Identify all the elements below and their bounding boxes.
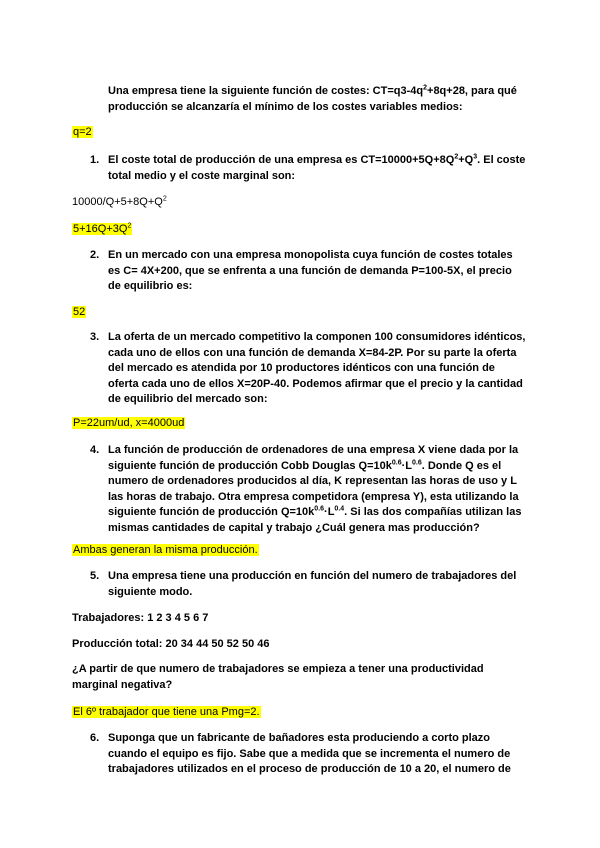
answer-1-line-1 xyxy=(72,195,167,209)
highlighted-answer: P=22um/ud, x=4000ud xyxy=(73,417,185,429)
highlighted-answer xyxy=(72,223,132,235)
workers-row: Trabajadores: 1 2 3 4 5 6 7 xyxy=(72,612,209,624)
question-text: . Si las dos compañías utilizan las mismas cantidades de capital y trabajo ¿Cuál genera mas producción? xyxy=(108,506,522,534)
question-number: 3. xyxy=(90,331,100,343)
question-3: La oferta de un mercado competitivo la componen 100 consumidores idénticos, cada uno de ellos con una función de demanda X=84-2P. Por su parte la oferta del mercado es atendida por 10 productores idénticos con una función de oferta cada uno de ellos X=20P-40. Podemos afirmar que el precio y la cantidad de equilibrio del mercado son: xyxy=(108,331,526,405)
superscript: 2 xyxy=(423,84,428,92)
question-number: 1. xyxy=(90,154,100,166)
production-row: Producción total: 20 34 44 50 52 50 46 xyxy=(72,638,270,650)
question-text: . Donde Q es el numero de ordenadores producidos al día, K representan las horas de uso y L las horas de trabajo. Otra empresa competidora (empresa Y), esta utilizando la siguiente función de producción Q=10k xyxy=(108,459,519,518)
superscript: 2 xyxy=(127,222,132,230)
question-text: +Q xyxy=(458,154,474,166)
answer-3 xyxy=(72,416,185,430)
highlighted-answer: 52 xyxy=(73,306,86,318)
answer-2 xyxy=(72,305,86,319)
answer-5 xyxy=(72,705,261,719)
question-text: Una empresa tiene la siguiente función de costes: CT=q3-4q xyxy=(108,85,424,97)
question-number: 4. xyxy=(90,444,100,456)
question-number: 6. xyxy=(90,732,100,744)
answer-1-line-2 xyxy=(72,222,132,236)
question-number: 2. xyxy=(90,249,100,261)
question-1 xyxy=(108,153,526,184)
answer-4 xyxy=(72,543,259,557)
question-text: . El coste total medio y el coste marginal son: xyxy=(108,154,526,182)
question-text: El coste total de producción de una empresa es CT=10000+5Q+8Q xyxy=(108,154,455,166)
superscript: 0.4 xyxy=(334,505,345,513)
question-text: La función de producción de ordenadores de una empresa X viene dada por la siguiente función de producción Cobb Douglas Q=10k xyxy=(108,444,519,472)
superscript: 3 xyxy=(473,153,478,161)
superscript: 2 xyxy=(162,195,167,203)
highlighted-answer: Ambas generan la misma producción. xyxy=(73,544,258,556)
question-4 xyxy=(108,443,526,536)
question-text: +8q+28, para qué producción se alcanzaría el mínimo de los costes variables medios: xyxy=(108,85,517,113)
question-5-followup: ¿A partir de que numero de trabajadores se empieza a tener una productividad marginal negativa? xyxy=(72,663,484,691)
highlighted-answer: q=2 xyxy=(73,126,92,138)
superscript: 0.6 xyxy=(412,458,422,466)
question-intro xyxy=(108,84,526,115)
question-6: Suponga que un fabricante de bañadores esta produciendo a corto plazo cuando el equipo es fijo. Sabe que a medida que se incrementa el numero de trabajadores utilizados en el proceso de producción de 10 a 20, el numero de xyxy=(108,732,511,775)
answer-intro xyxy=(72,125,93,139)
question-5: Una empresa tiene una producción en función del numero de trabajadores del siguiente modo. xyxy=(108,570,517,598)
superscript: 0.6 xyxy=(314,505,325,513)
superscript: 2 xyxy=(454,153,459,161)
question-text: ·L xyxy=(324,506,335,518)
question-number: 5. xyxy=(90,570,100,582)
question-2: En un mercado con una empresa monopolista cuya función de costes totales es C= 4X+200, que se enfrenta a una función de demanda P=100-5X, el precio de equilibrio es: xyxy=(108,249,513,292)
answer-text: 5+16Q+3Q xyxy=(73,223,128,235)
highlighted-answer: El 6º trabajador que tiene una Pmg=2. xyxy=(73,706,260,718)
answer-text: 10000/Q+5+8Q+Q xyxy=(72,196,163,208)
question-text: ·L xyxy=(401,459,413,472)
superscript: 0.6 xyxy=(391,458,402,466)
